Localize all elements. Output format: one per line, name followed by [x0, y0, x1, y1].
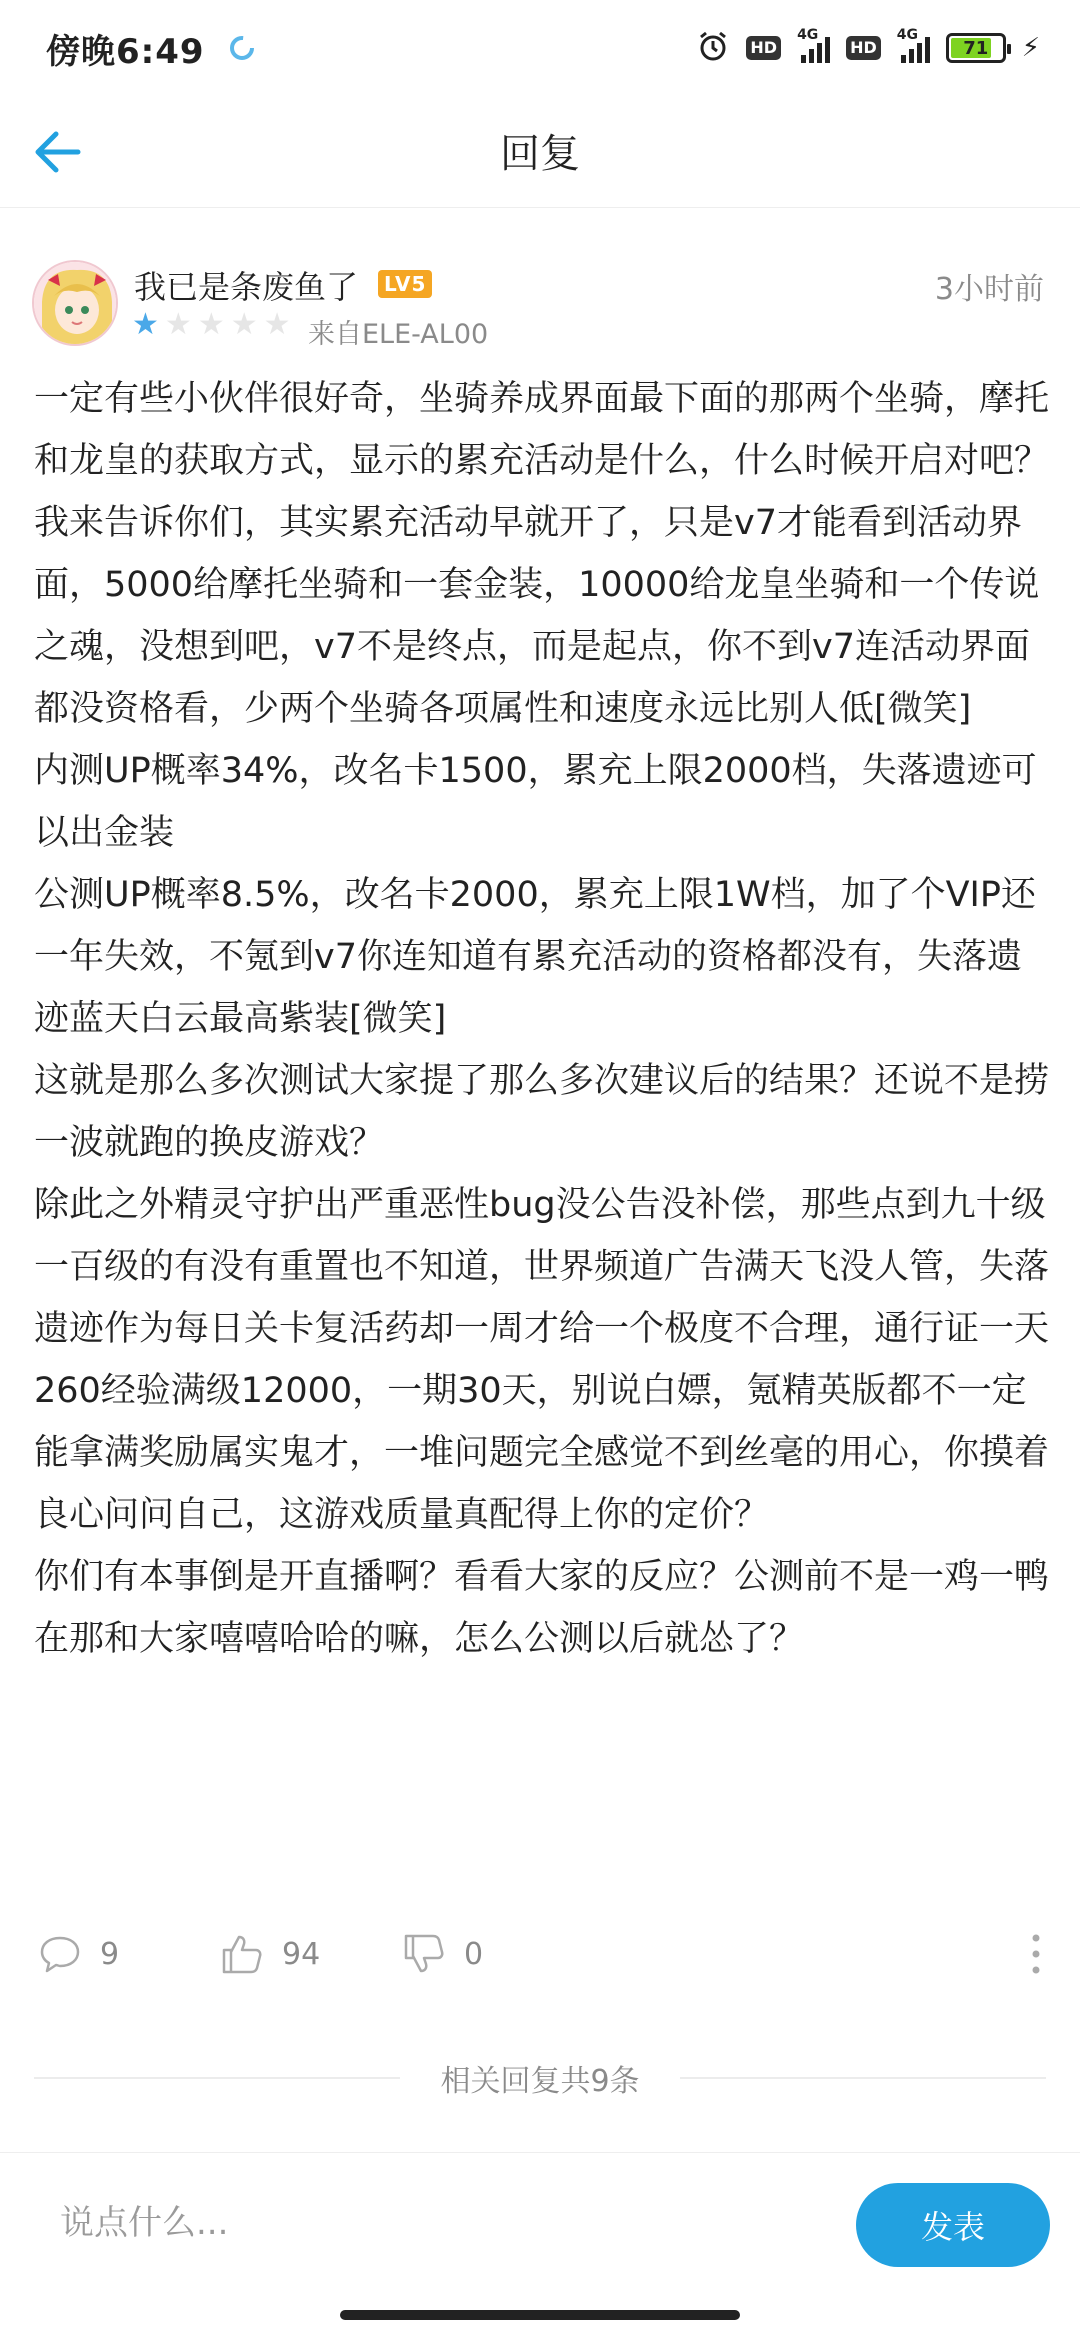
- star-icon-filled: ★: [132, 307, 159, 342]
- related-replies-count: 相关回复共9条: [440, 2064, 640, 2099]
- avatar[interactable]: [32, 260, 118, 346]
- page-title: 回复: [500, 131, 580, 177]
- post-time: 3小时前: [934, 272, 1044, 307]
- divider-line: [680, 2077, 1046, 2079]
- post-paragraph: 内测UP概率34%，改名卡1500，累充上限2000档，失落遗迹可以出金装: [34, 751, 1037, 853]
- post-actions: [0, 1922, 1080, 1986]
- comment-button[interactable]: [38, 1932, 119, 1976]
- comment-count: 9: [100, 1936, 120, 1972]
- post-paragraph: 这就是那么多次测试大家提了那么多次建议后的结果？还说不是捞一波就跑的换皮游戏？: [34, 1061, 1050, 1163]
- star-icon-empty: ★: [263, 307, 291, 342]
- charging-icon: ⚡: [1021, 33, 1040, 63]
- signal-strength-icon-2: [896, 27, 930, 63]
- post-paragraph: 你们有本事倒是开直播啊？看看大家的反应？公测前不是一鸡一鸭在那和大家嘻嘻哈哈的嘛，怎么公测以后就怂了？: [34, 1557, 1050, 1659]
- status-time: 傍晚6:49: [46, 31, 205, 72]
- comment-input[interactable]: [30, 2153, 830, 2293]
- signal-strength-icon: [797, 27, 830, 63]
- post-paragraph: 公测UP概率8.5%，改名卡2000，累充上限1W档，加了个VIP还一年失效，不氪到v7你连知道有累充活动的资格都没有，失落遗迹蓝天白云最高紫装[微笑]: [34, 875, 1036, 1039]
- star-icon-empty: ★: [164, 307, 192, 342]
- reply-composer: [0, 2152, 1080, 2292]
- device-info: 来自ELE-AL00: [308, 319, 489, 350]
- thumbs-down-icon: [402, 1932, 446, 1976]
- rating-stars: [132, 307, 291, 342]
- hd-voice-icon: HD: [746, 36, 781, 60]
- post-paragraph: 我来告诉你们，其实累充活动早就开了，只是v7才能看到活动界面，5000给摩托坐骑和一套金装，10000给龙皇坐骑和一个传说之魂，没想到吧，v7不是终点，而是起点，你不到v7连活动界面都没资格看，少两个坐骑各项属性和速度永远比别人低[微笑]: [34, 503, 1040, 729]
- star-icon-empty: ★: [230, 307, 258, 342]
- post-paragraph: 除此之外精灵守护出严重恶性bug没公告没补偿，那些点到九十级一百级的有没有重置也不知道，世界频道广告满天飞没人管，失落遗迹作为每日关卡复活药却一周才给一个极度不合理，通行证一天260经验满级12000，一期30天，别说白嫖，氪精英版都不一定能拿满奖励属实鬼才，一堆问题完全感觉不到丝毫的用心，你摸着良心问问自己，这游戏质量真配得上你的定价？: [34, 1185, 1050, 1535]
- send-button[interactable]: 发表: [856, 2183, 1050, 2267]
- more-options-button[interactable]: [1026, 1922, 1046, 1986]
- network-type-label: 4G: [797, 27, 819, 43]
- hd-voice-icon-2: HD: [846, 36, 881, 60]
- data-sync-icon: [227, 33, 257, 63]
- level-badge: LV5: [378, 270, 432, 298]
- thumbs-up-icon: [220, 1932, 264, 1976]
- like-button[interactable]: [220, 1932, 320, 1976]
- alarm-icon: [696, 29, 730, 67]
- dislike-count: 0: [464, 1936, 484, 1972]
- like-count: 94: [282, 1936, 321, 1972]
- more-vertical-icon: [1026, 1922, 1046, 1986]
- comment-icon: [38, 1932, 82, 1976]
- network-type-label-2: 4G: [896, 27, 918, 43]
- username[interactable]: 我已是条废鱼了: [134, 268, 359, 306]
- status-bar: [0, 0, 1080, 96]
- battery-icon: [946, 33, 1006, 63]
- post-paragraph: 一定有些小伙伴很好奇，坐骑养成界面最下面的那两个坐骑，摩托和龙皇的获取方式，显示的累充活动是什么，什么时候开启对吧？: [34, 379, 1050, 481]
- battery-level: 71: [963, 37, 989, 59]
- divider-line: [34, 2077, 400, 2079]
- related-replies-divider: [34, 2056, 1046, 2100]
- star-icon-empty: ★: [197, 307, 225, 342]
- dislike-button[interactable]: [402, 1932, 483, 1976]
- app-header: [0, 96, 1080, 208]
- home-indicator[interactable]: [340, 2310, 740, 2320]
- post-content: [34, 368, 1050, 1670]
